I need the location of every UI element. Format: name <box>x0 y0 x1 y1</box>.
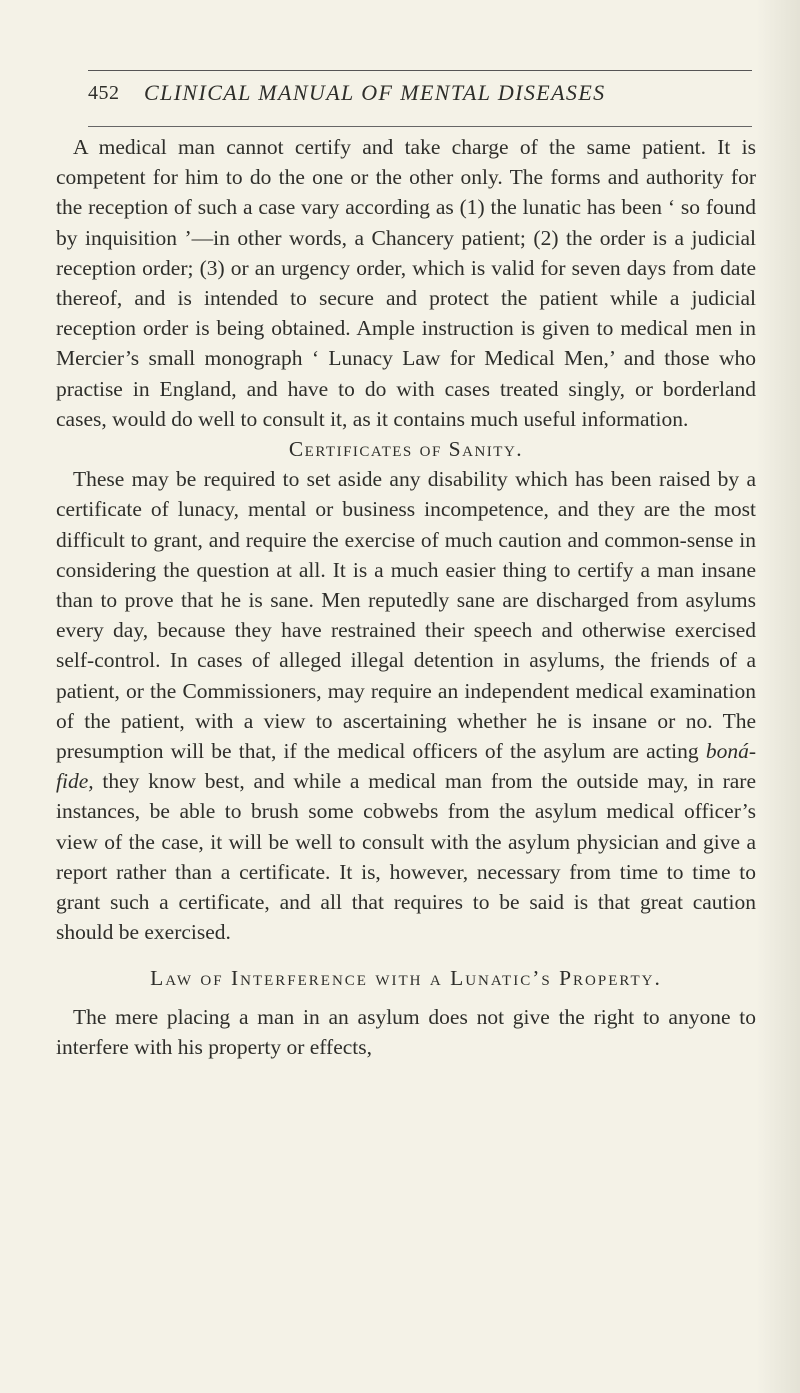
paragraph-2 <box>56 464 756 947</box>
page-number: 452 <box>88 82 120 104</box>
body-text <box>56 132 756 1062</box>
top-rule <box>88 70 752 71</box>
paragraph-3: The mere placing a man in an asylum does not give the right to anyone to interfere with his property or effects, <box>56 1004 756 1059</box>
header-rule <box>88 126 752 127</box>
paragraph-1: A medical man cannot certify and take charge of the same patient. It is competent for him to do the one or the other only. The forms and authority for the reception of such a case vary according as (1) the lunatic has been ‘ so found by inquisition ’—in other words, a Chancery patient; (2) the order is a judicial reception order; (3) or an urgency order, which is valid for seven days from date thereof, and is intended to secure and protect the patient while a judicial reception order is being obtained. Ample instruction is given to medical men in Mercier’s small monograph ‘ Lunacy Law for Medical Men,’ and those who practise in England, and have to do with cases treated singly, or borderland cases, would do well to consult it, as it contains much useful information. <box>56 135 756 431</box>
paragraph-2-part-2: they know best, and while a medical man from the outside may, in rare instances, be able to brush some cobwebs from the asylum medical officer’s view of the case, it will be well to consult with the asylum physician and give a report rather than a certificate. It is, however, necessary from time to time to grant such a certificate, and all that requires to be said is that great caution should be exercised. <box>56 769 756 945</box>
running-head: CLINICAL MANUAL OF MENTAL DISEASES <box>144 80 606 105</box>
page-edge-shadow <box>756 0 800 1393</box>
heading-law-of-interference: Law of Interference with a Lunatic’s Property. <box>150 966 662 991</box>
paragraph-2-part-1: These may be required to set aside any disability which has been raised by a certificate of lunacy, mental or business incompetence, and they are the most difficult to grant, and require the exercise of much caution and common-sense in considering the question at all. It is a much easier thing to certify a man insane than to prove that he is sane. Men reputedly sane are discharged from asylums every day, because they have restrained their speech and otherwise exercised self-control. In cases of alleged illegal detention in asylums, the friends of a patient, or the Commissioners, may require an independent medical examination of the patient, with a view to ascertaining whether he is insane or no. The presumption will be that, if the medical officers of the asylum are acting <box>56 467 756 764</box>
heading-certificates-of-sanity: Certificates of Sanity. <box>288 437 524 462</box>
page-header <box>88 80 758 116</box>
paragraph-2-italic: boná-fide, <box>56 739 756 794</box>
